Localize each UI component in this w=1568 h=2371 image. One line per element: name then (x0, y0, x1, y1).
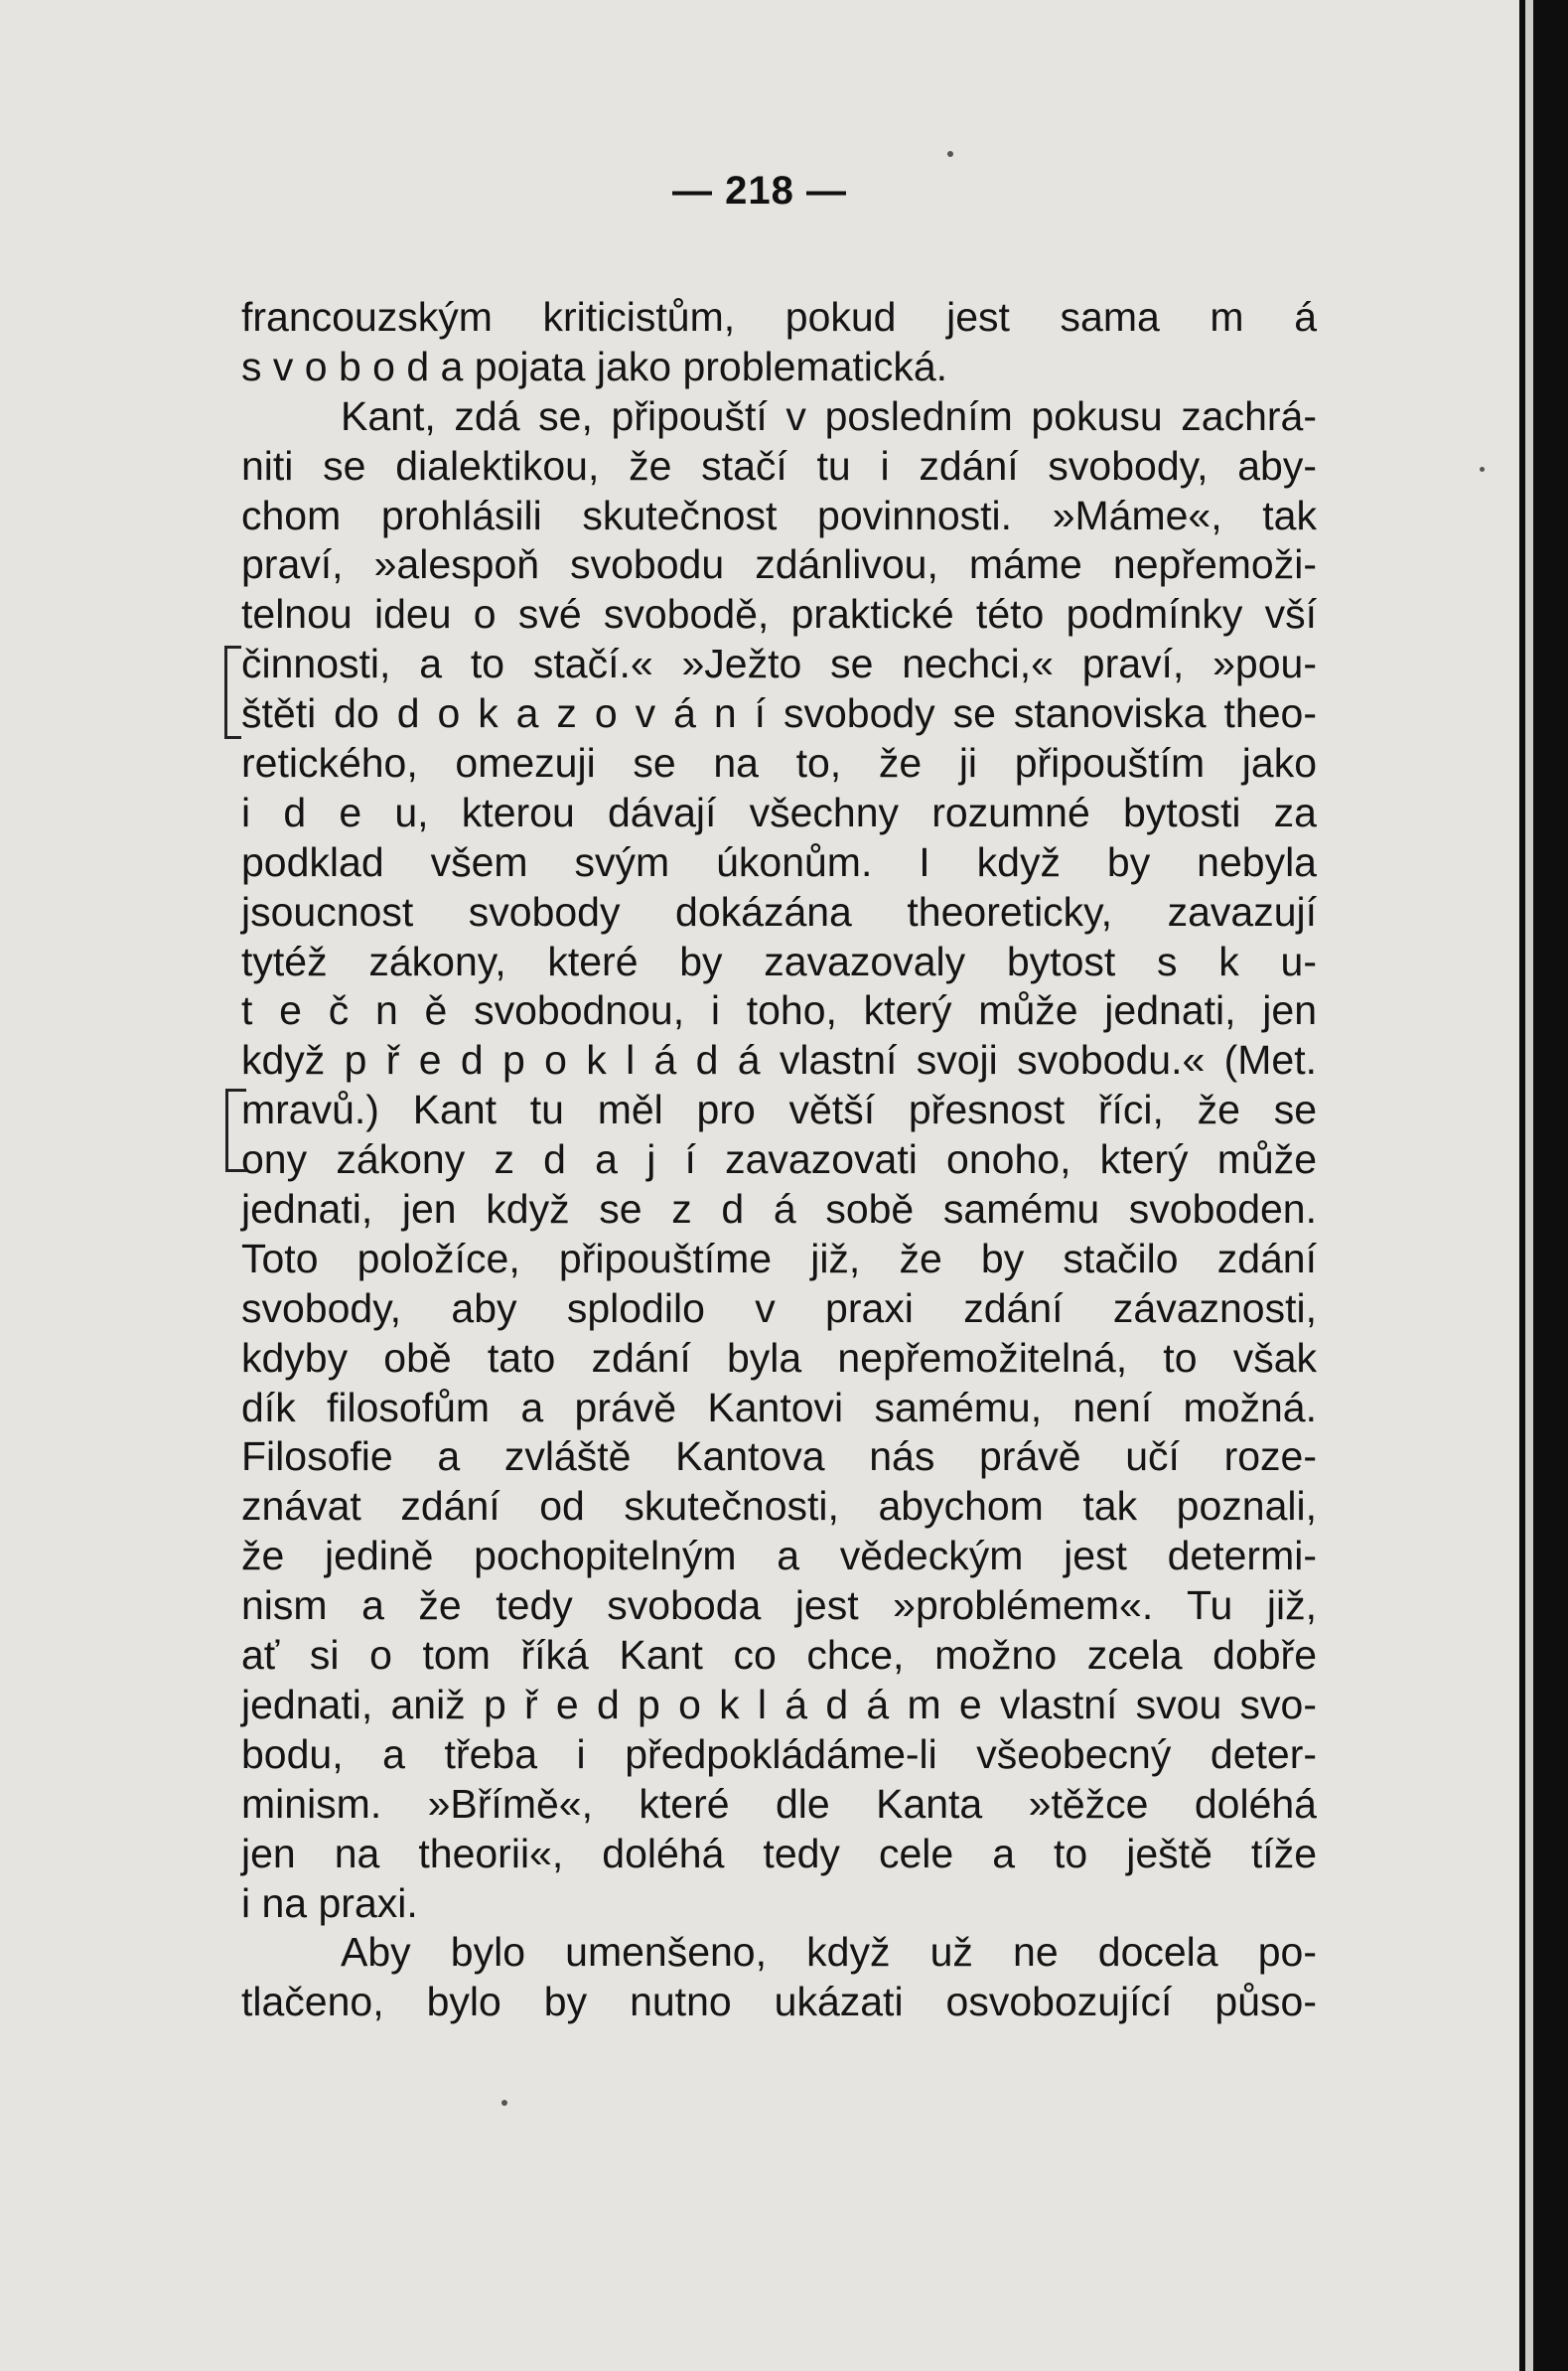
text-line: dík filosofům a právě Kantovi samému, není možná. (241, 1384, 1317, 1430)
paragraph (241, 1928, 1317, 2027)
text-line: když p ř e d p o k l á d á vlastní svoji svobodu.« (Met. (241, 1037, 1317, 1084)
text-line: Filosofie a zvláště Kantova nás právě učí roze- (241, 1433, 1317, 1480)
text-line: mravů.) Kant tu měl pro větší přesnost říci, že se (241, 1087, 1317, 1133)
text-line: ať si o tom říká Kant co chce, možno zcela dobře (241, 1632, 1317, 1679)
text-line: znávat zdání od skutečnosti, abychom tak poznali, (241, 1483, 1317, 1530)
body-text (241, 293, 1317, 2027)
text-line: že jedině pochopitelným a vědeckým jest determi- (241, 1533, 1317, 1579)
text-line: činnosti, a to stačí.« »Ježto se nechci,« praví, »pou- (241, 641, 1317, 687)
text-line: i na praxi. (241, 1879, 418, 1926)
ink-speck (501, 2100, 507, 2106)
text-line: tlačeno, bylo by nutno ukázati osvobozující půso- (241, 1979, 1317, 2025)
ink-speck (1480, 467, 1485, 472)
text-line: nism a že tedy svoboda jest »problémem«. Tu již, (241, 1582, 1317, 1629)
text-line: niti se dialektikou, že stačí tu i zdání svobody, aby- (241, 442, 1317, 489)
text-line: t e č n ě svobodnou, i toho, který může jednati, jen (241, 987, 1317, 1034)
text-line: kdyby obě tato zdání byla nepřemožitelná, to však (241, 1334, 1317, 1381)
page-number: — 218 — (672, 169, 847, 213)
text-line: tytéž zákony, které by zavazovaly bytost s k u- (241, 938, 1317, 984)
text-line: bodu, a třeba i předpokládáme-li všeobecný deter- (241, 1730, 1317, 1777)
text-line: francouzským kriticistům, pokud jest sama m á (241, 294, 1317, 340)
text-line: retického, omezuji se na to, že ji připouštím jako (241, 740, 1317, 787)
text-line: svobody, aby splodilo v praxi zdání závaznosti, (241, 1284, 1317, 1331)
text-line: jednati, aniž p ř e d p o k l á d á m e vlastní svou svo- (241, 1681, 1317, 1727)
page-edge-strip (1525, 0, 1533, 2371)
text-line: Aby bylo umenšeno, když už ne docela po- (341, 1929, 1317, 1976)
ink-speck (947, 151, 953, 157)
text-line: štěti do d o k a z o v á n í svobody se stanoviska theo- (241, 690, 1317, 737)
paragraph (241, 392, 1317, 1929)
text-line: Kant, zdá se, připouští v posledním pokusu zachrá- (341, 392, 1317, 439)
text-line: i d e u, kterou dávají všechny rozumné bytosti za (241, 789, 1317, 835)
page-edge (1519, 0, 1568, 2371)
paragraph (241, 293, 1317, 392)
text-line: s v o b o d a pojata jako problematická. (241, 343, 948, 389)
text-line: minism. »Břímě«, které dle Kanta »těžce doléhá (241, 1780, 1317, 1827)
text-line: podklad všem svým úkonům. I když by nebyla (241, 838, 1317, 885)
text-line: chom prohlásili skutečnost povinnosti. »Máme«, tak (241, 492, 1317, 538)
text-line: ony zákony z d a j í zavazovati onoho, který může (241, 1136, 1317, 1183)
text-line: jsoucnost svobody dokázána theoreticky, zavazují (241, 888, 1317, 935)
text-line: praví, »alespoň svobodu zdánlivou, máme nepřemoži- (241, 541, 1317, 588)
text-line: jednati, jen když se z d á sobě samému svoboden. (241, 1186, 1317, 1233)
text-line: jen na theorii«, doléhá tedy cele a to ještě tíže (241, 1830, 1317, 1876)
margin-bracket-mark (225, 1089, 246, 1172)
text-line: Toto položíce, připouštíme již, že by stačilo zdání (241, 1235, 1317, 1281)
text-line: telnou ideu o své svobodě, praktické této podmínky vší (241, 591, 1317, 638)
margin-bracket-mark (224, 646, 241, 739)
